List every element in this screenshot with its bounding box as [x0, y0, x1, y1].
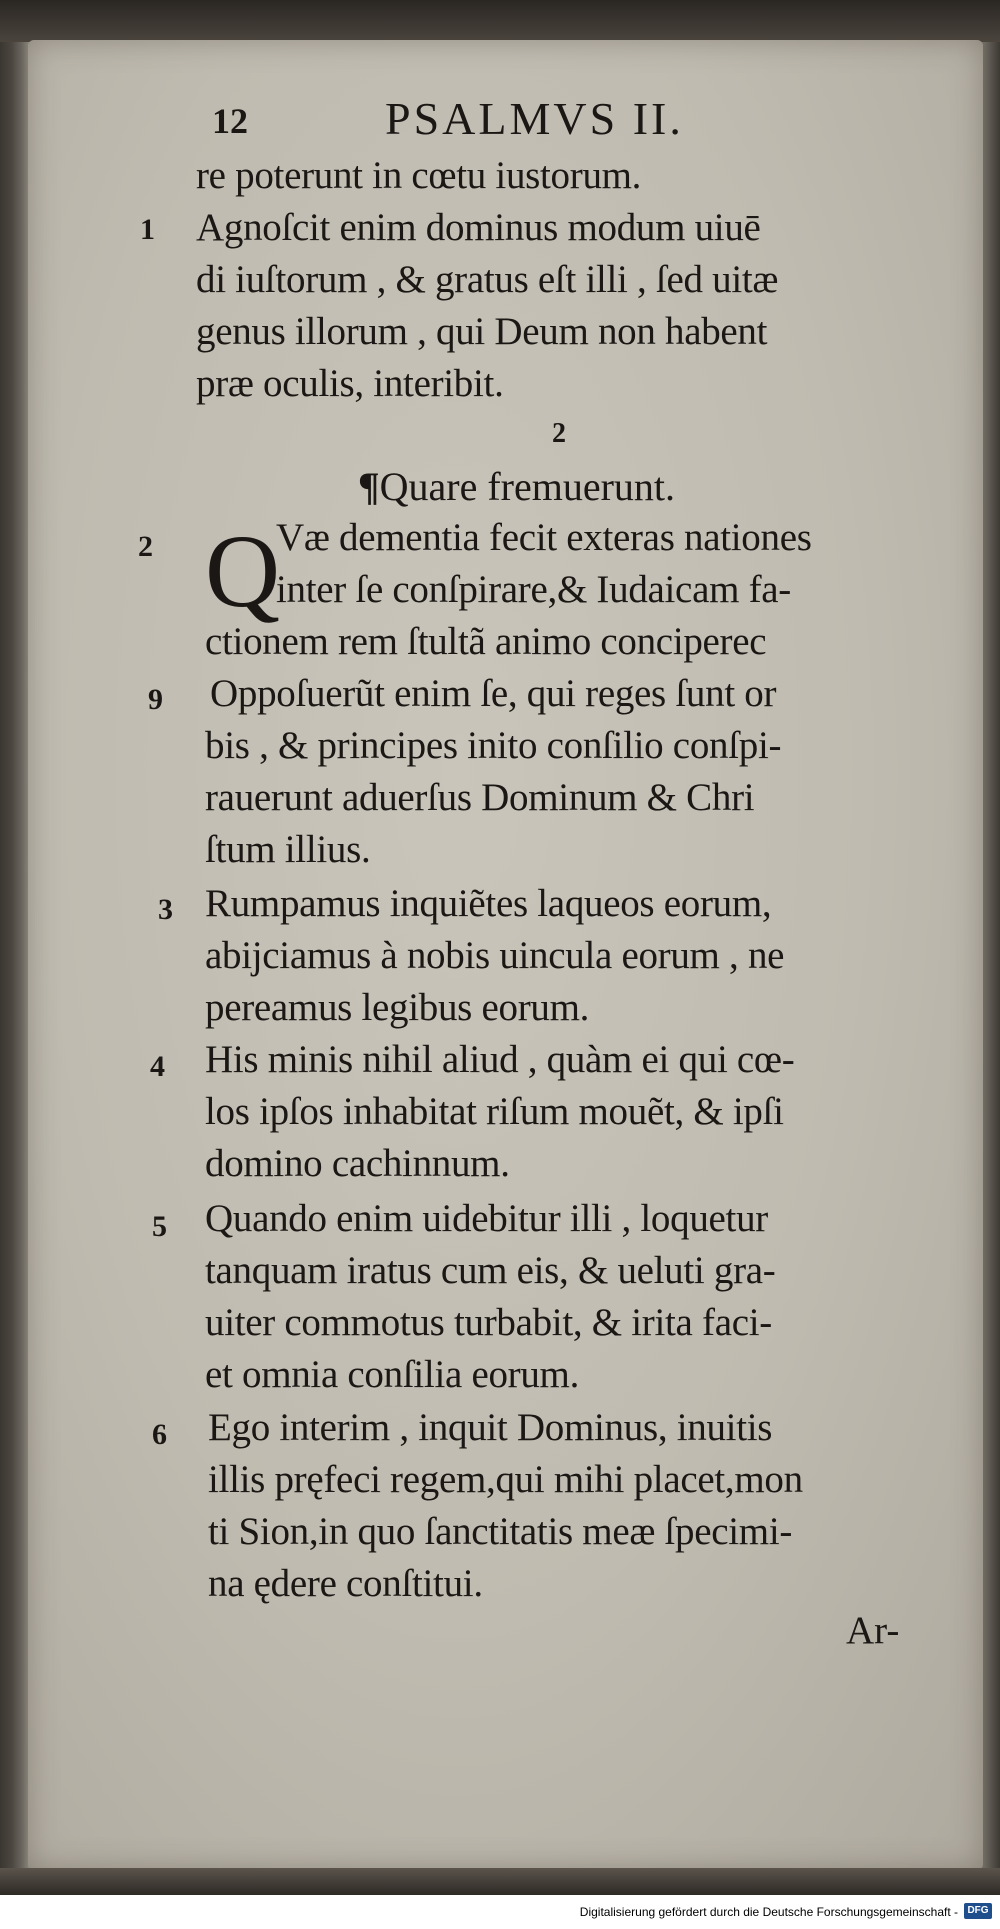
- text-line: los ipſos inhabitat riſum mouẽt, & ipſi: [205, 1090, 784, 1133]
- text-line: ti Sion,in quo ſanctitatis meæ ſpecimi-: [208, 1510, 793, 1553]
- psalm-title-text: Quare fremuerunt.: [379, 464, 676, 509]
- book-top-edge: [0, 0, 1000, 42]
- pilcrow-mark: ¶: [358, 464, 380, 509]
- text-line: Rumpamus inquiẽtes laqueos eorum,: [205, 882, 772, 925]
- text-line: præ oculis, interibit.: [196, 362, 504, 405]
- text-line: Oppoſuerũt enim ſe, qui reges ſunt or: [210, 672, 777, 715]
- text-line: domino cachinnum.: [205, 1142, 510, 1185]
- text-line: di iuſtorum , & gratus eſt illi , ſed uitæ: [196, 258, 779, 301]
- text-line: tanquam iratus cum eis, & ueluti gra-: [205, 1249, 776, 1292]
- text-line: uiter commotus turbabit, & irita faci-: [205, 1301, 772, 1344]
- verse-number: 2: [138, 530, 153, 563]
- verse-number: 1: [140, 213, 155, 246]
- dfg-logo: DFG: [964, 1903, 992, 1919]
- text-line: genus illorum , qui Deum non habent: [196, 310, 768, 353]
- footer-credit-text: Digitalisierung gefördert durch die Deutsche Forschungsgemeinschaft -: [579, 1905, 958, 1919]
- text-line: Quando enim uidebitur illi , loquetur: [205, 1197, 768, 1240]
- verse-number: 6: [152, 1418, 167, 1451]
- text-line: na ędere conſtitui.: [208, 1562, 483, 1605]
- text-line: re poterunt in cœtu iustorum.: [196, 154, 642, 197]
- text-line: illis pręfeci regem,qui mihi placet,mon: [208, 1458, 803, 1501]
- text-line: His minis nihil aliud , quàm ei qui cœ-: [205, 1038, 795, 1081]
- verse-number: 9: [148, 683, 163, 716]
- text-line: ctionem rem ſtultã animo conciperec: [205, 620, 767, 663]
- page-number: 12: [212, 101, 248, 141]
- verse-number: 4: [150, 1050, 165, 1083]
- running-title: PSALMVS II.: [385, 93, 684, 144]
- text-line: Væ dementia fecit exteras nationes: [276, 516, 812, 559]
- text-line: rauerunt aduerſus Dominum & Chri: [205, 776, 755, 819]
- text-line: ſtum illius.: [205, 828, 371, 871]
- text-line: et omnia conſilia eorum.: [205, 1353, 580, 1396]
- text-line: Agnoſcit enim dominus modum uiuē: [196, 206, 761, 249]
- text-line: abijciamus à nobis uincula eorum , ne: [205, 934, 785, 977]
- text-line: inter ſe conſpirare,& Iudaicam fa-: [276, 568, 791, 611]
- psalm-title: [358, 463, 675, 510]
- text-line: bis , & principes inito conſilio conſpi-: [205, 724, 782, 767]
- text-line: pereamus legibus eorum.: [205, 986, 590, 1029]
- verse-number: 5: [152, 1210, 167, 1243]
- catchword: Ar-: [846, 1609, 900, 1652]
- psalm-number: 2: [552, 418, 566, 449]
- text-line: Ego interim , inquit Dominus, inuitis: [208, 1406, 773, 1449]
- book-bottom-edge: [0, 1868, 1000, 1895]
- drop-cap-letter: Q: [205, 514, 281, 629]
- verse-number: 3: [158, 893, 173, 926]
